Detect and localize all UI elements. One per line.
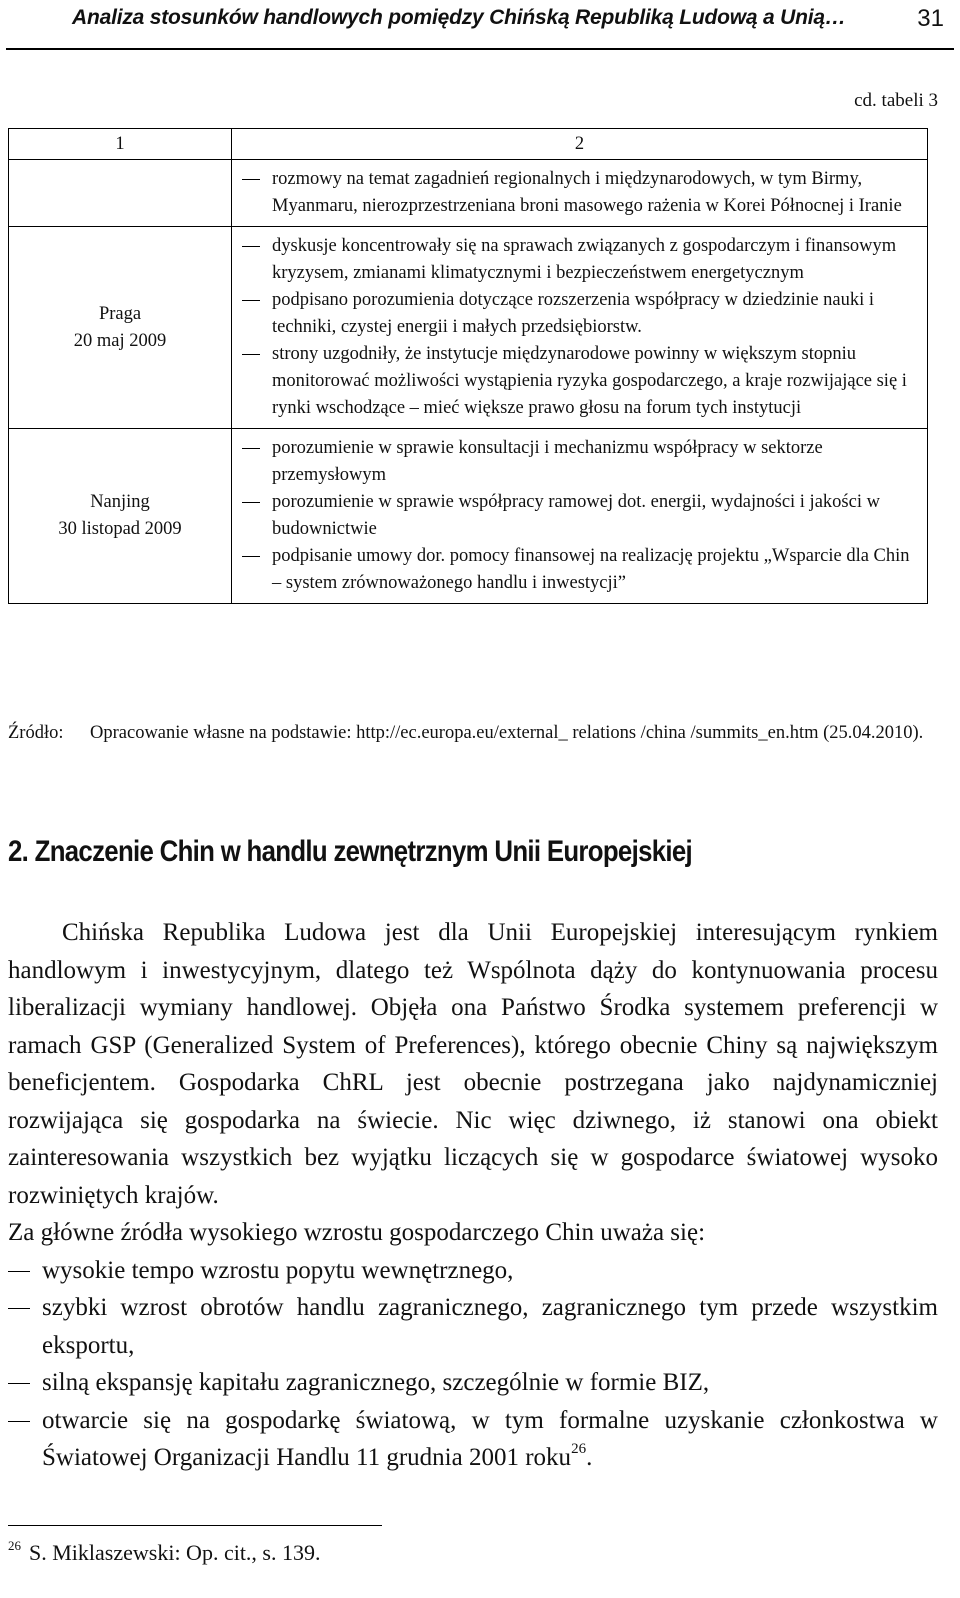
place-name: Nanjing	[90, 492, 150, 512]
table-row	[9, 160, 928, 227]
running-header	[6, 0, 954, 50]
column-header-2: 2	[232, 129, 928, 160]
list-item-text: otwarcie się na gospodarkę światową, w tym formalne uzyskanie członkostwa w Światowej Organizacji Handlu 11 grudnia 2001 roku	[42, 1406, 938, 1471]
list-item-end: .	[586, 1444, 593, 1471]
dash-list	[232, 166, 917, 220]
dash-list	[232, 435, 917, 597]
body-paragraph: Chińska Republika Ludowa jest dla Unii Europejskiej interesującym rynkiem handlowym i inwestycyjnym, dlatego też Wspólnota dąży do kontynuowania procesu liberalizacji wymiany handlowej. Objęła ona Państwo Środka systemem preferencji w ramach GSP (Generalized System of Preferences), którego obecnie Chiny są największym beneficjentem. Gospodarka ChRL jest obecnie postrzegana jako najdynamiczniej rozwijająca się gospodarka na świecie. Nic więc dziwnego, iż stanowi ona obiekt zainteresowania wszystkich bez wyjątku liczących się w gospodarce światowej wysoko rozwiniętych krajów.	[8, 919, 938, 1209]
summit-date: 20 maj 2009	[73, 330, 167, 351]
footnote-text: S. Miklaszewski: Op. cit., s. 139.	[29, 1540, 321, 1565]
table-cell-place	[9, 160, 232, 227]
running-title: Analiza stosunków handlowych pomiędzy Chińską Republiką Ludową a Unią…	[72, 6, 846, 29]
table-cell-items	[232, 227, 928, 429]
table-cell-items	[232, 429, 928, 604]
list-item: podpisanie umowy dor. pomocy finansowej na realizację projektu „Wsparcie dla Chin – system zrównoważonego handlu i inwestycji”	[232, 543, 917, 597]
list-item: wysokie tempo wzrostu popytu wewnętrznego,	[8, 1252, 938, 1290]
table-cell-place	[9, 227, 232, 429]
table-row	[9, 429, 928, 604]
footnote	[8, 1538, 321, 1566]
section-heading: 2. Znaczenie Chin w handlu zewnętrznym Unii Europejskiej	[8, 835, 693, 868]
list-intro: Za główne źródła wysokiego wzrostu gospodarczego Chin uważa się:	[8, 1219, 706, 1246]
table-cell-items	[232, 160, 928, 227]
dash-list	[232, 233, 917, 422]
list-item	[8, 1402, 938, 1477]
footnote-number: 26	[8, 1538, 21, 1553]
list-item: podpisano porozumienia dotyczące rozszerzenia współpracy w dziedzinie nauki i techniki, czystej energii i małych przedsiębiorstw.	[232, 287, 917, 341]
list-item: silną ekspansję kapitału zagranicznego, szczególnie w formie BIZ,	[8, 1364, 938, 1402]
footnote-divider	[8, 1525, 382, 1526]
list-item: porozumienie w sprawie konsultacji i mechanizmu współpracy w sektorze przemysłowym	[232, 435, 917, 489]
list-item: dyskusje koncentrowały się na sprawach związanych z gospodarczym i finansowym kryzysem, zmianami klimatycznymi i bezpieczeństwem energetycznym	[232, 233, 917, 287]
table-row	[9, 227, 928, 429]
column-header-1: 1	[9, 129, 232, 160]
summit-date: 30 listopad 2009	[58, 519, 182, 539]
source-label: Źródło:	[8, 723, 64, 743]
list-item: szybki wzrost obrotów handlu zagranicznego, zagranicznego tym przede wszystkim eksportu,	[8, 1289, 938, 1364]
page-number: 31	[917, 5, 944, 32]
source-text: Opracowanie własne na podstawie: http://ec.europa.eu/external_ relations /china /summits_en.htm (25.04.2010).	[90, 723, 924, 743]
section-body	[8, 914, 938, 1477]
table-header-row	[9, 129, 928, 160]
place-name: Praga	[98, 303, 142, 324]
footnote-reference[interactable]: 26	[571, 1441, 587, 1457]
growth-sources-list	[8, 1252, 938, 1477]
table-continuation-label: cd. tabeli 3	[854, 90, 938, 111]
list-item: strony uzgodniły, że instytucje międzynarodowe powinny w większym stopniu monitorować możliwości wystąpienia ryzyka gospodarczego, a kraje rozwijające się i rynki wschodzące – mieć większe prawo głosu na forum tych instytucji	[232, 341, 917, 422]
table-source	[8, 720, 938, 746]
list-item: porozumienie w sprawie współpracy ramowej dot. energii, wydajności i jakości w budownictwie	[232, 489, 917, 543]
list-item: rozmowy na temat zagadnień regionalnych i międzynarodowych, w tym Birmy, Myanmaru, nierozprzestrzeniana broni masowego rażenia w Korei Północnej i Iranie	[232, 166, 917, 220]
table-cell-place	[9, 429, 232, 604]
summits-table	[8, 128, 928, 604]
